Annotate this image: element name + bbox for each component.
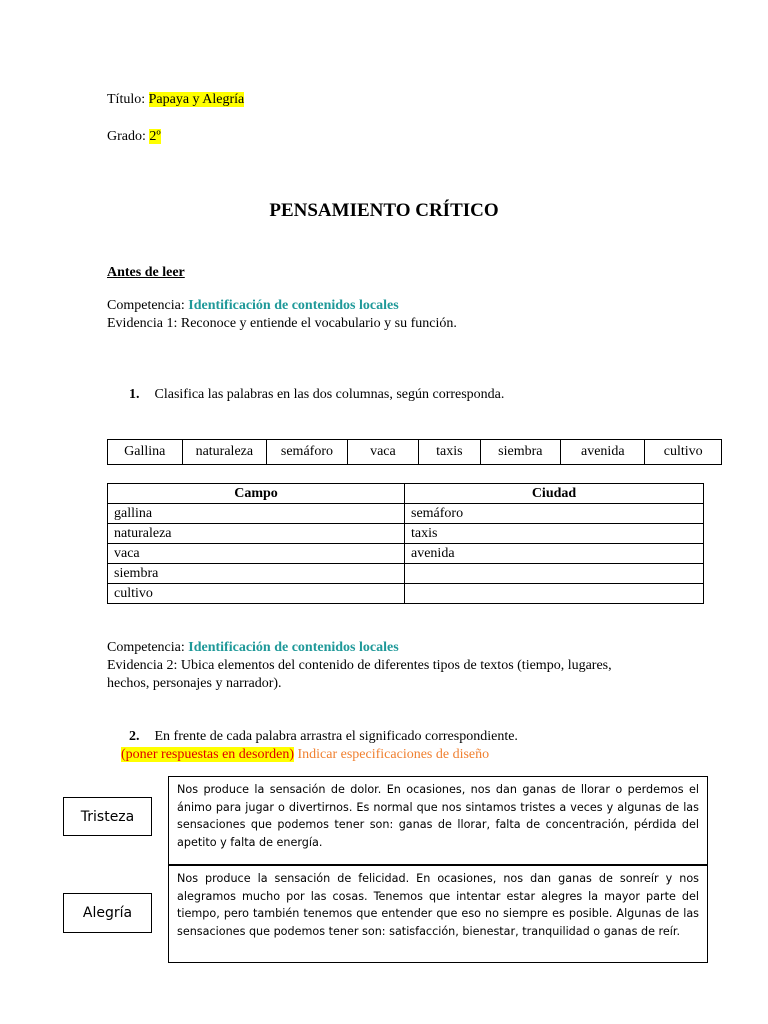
evidencia-2-line1: Evidencia 2: Ubica elementos del contenido de diferentes tipos de textos (tiempo, lugares, bbox=[107, 658, 612, 673]
word-chip[interactable]: naturaleza bbox=[182, 440, 267, 465]
title-value: Papaya y Alegría bbox=[148, 92, 245, 107]
question-1-number: 1. bbox=[129, 387, 140, 402]
word-chip[interactable]: vaca bbox=[347, 440, 418, 465]
section-heading-before-reading: Antes de leer bbox=[107, 265, 185, 280]
question-2-notes bbox=[121, 747, 489, 763]
competencia-2-value: Identificación de contenidos locales bbox=[188, 640, 399, 655]
question-1-text: Clasifica las palabras en las dos columnas, según corresponda. bbox=[154, 387, 505, 402]
grade-value: 2º bbox=[149, 129, 161, 144]
drop-cell-ciudad[interactable]: semáforo bbox=[405, 504, 704, 524]
column-header-ciudad: Ciudad bbox=[405, 484, 704, 504]
question-1 bbox=[129, 387, 504, 403]
word-chip[interactable]: cultivo bbox=[645, 440, 722, 465]
grade-line bbox=[107, 129, 161, 145]
definition-box-2[interactable]: Nos produce la sensación de felicidad. En ocasiones, nos dan ganas de sonreír y nos alegramos mucho por las cosas. Tenemos que intentar estar alegres la mayor parte del tiempo, pero también tenemos que entender que eso no siempre es posible. Algunas de las sensaciones que podemos tener son: satisfacción, bienestar, tranquilidad o ganas de reír. bbox=[168, 865, 708, 963]
question-2-text: En frente de cada palabra arrastra el significado correspondiente. bbox=[154, 729, 518, 744]
drop-cell-campo[interactable]: vaca bbox=[108, 544, 405, 564]
question-2 bbox=[129, 729, 518, 745]
word-chip[interactable]: taxis bbox=[419, 440, 481, 465]
table-row bbox=[108, 544, 704, 564]
evidencia-2-line2: hechos, personajes y narrador). bbox=[107, 676, 282, 691]
word-chip[interactable]: semáforo bbox=[267, 440, 348, 465]
design-note-orange: Indicar especificaciones de diseño bbox=[297, 747, 490, 762]
competencia-1-label: Competencia: bbox=[107, 298, 185, 313]
word-chip[interactable]: siembra bbox=[480, 440, 560, 465]
drop-cell-campo[interactable]: cultivo bbox=[108, 584, 405, 604]
competencia-2 bbox=[107, 640, 399, 656]
drop-cell-ciudad[interactable] bbox=[405, 584, 704, 604]
table-row bbox=[108, 564, 704, 584]
draggable-word-alegria[interactable]: Alegría bbox=[63, 893, 152, 933]
competencia-1-value: Identificación de contenidos locales bbox=[188, 298, 399, 313]
drop-cell-ciudad[interactable]: avenida bbox=[405, 544, 704, 564]
table-row bbox=[108, 584, 704, 604]
question-2-number: 2. bbox=[129, 729, 140, 744]
definition-box-1[interactable]: Nos produce la sensación de dolor. En ocasiones, nos dan ganas de llorar o perdemos el ánimo para jugar o divertirnos. Es normal que nos sintamos tristes a veces y algunas de las sensaciones que podemos tener son: ganas de llorar, falta de concentración, pérdida del apetito y falta de energía. bbox=[168, 776, 708, 865]
drop-cell-campo[interactable]: siembra bbox=[108, 564, 405, 584]
classify-table bbox=[107, 483, 704, 604]
word-chip[interactable]: Gallina bbox=[108, 440, 183, 465]
word-bank bbox=[107, 439, 722, 465]
grade-label: Grado: bbox=[107, 129, 146, 144]
design-note-red: (poner respuestas en desorden) bbox=[121, 747, 294, 762]
title-label: Título: bbox=[107, 92, 146, 107]
title-line bbox=[107, 92, 244, 108]
draggable-word-tristeza[interactable]: Tristeza bbox=[63, 797, 152, 836]
drop-cell-campo[interactable]: naturaleza bbox=[108, 524, 405, 544]
drop-cell-campo[interactable]: gallina bbox=[108, 504, 405, 524]
table-row bbox=[108, 504, 704, 524]
drop-cell-ciudad[interactable]: taxis bbox=[405, 524, 704, 544]
competencia-2-label: Competencia: bbox=[107, 640, 185, 655]
word-chip[interactable]: avenida bbox=[561, 440, 645, 465]
evidencia-1: Evidencia 1: Reconoce y entiende el vocabulario y su función. bbox=[107, 316, 457, 331]
page-title: PENSAMIENTO CRÍTICO bbox=[269, 200, 499, 221]
drop-cell-ciudad[interactable] bbox=[405, 564, 704, 584]
competencia-1 bbox=[107, 298, 399, 314]
table-row bbox=[108, 524, 704, 544]
column-header-campo: Campo bbox=[108, 484, 405, 504]
